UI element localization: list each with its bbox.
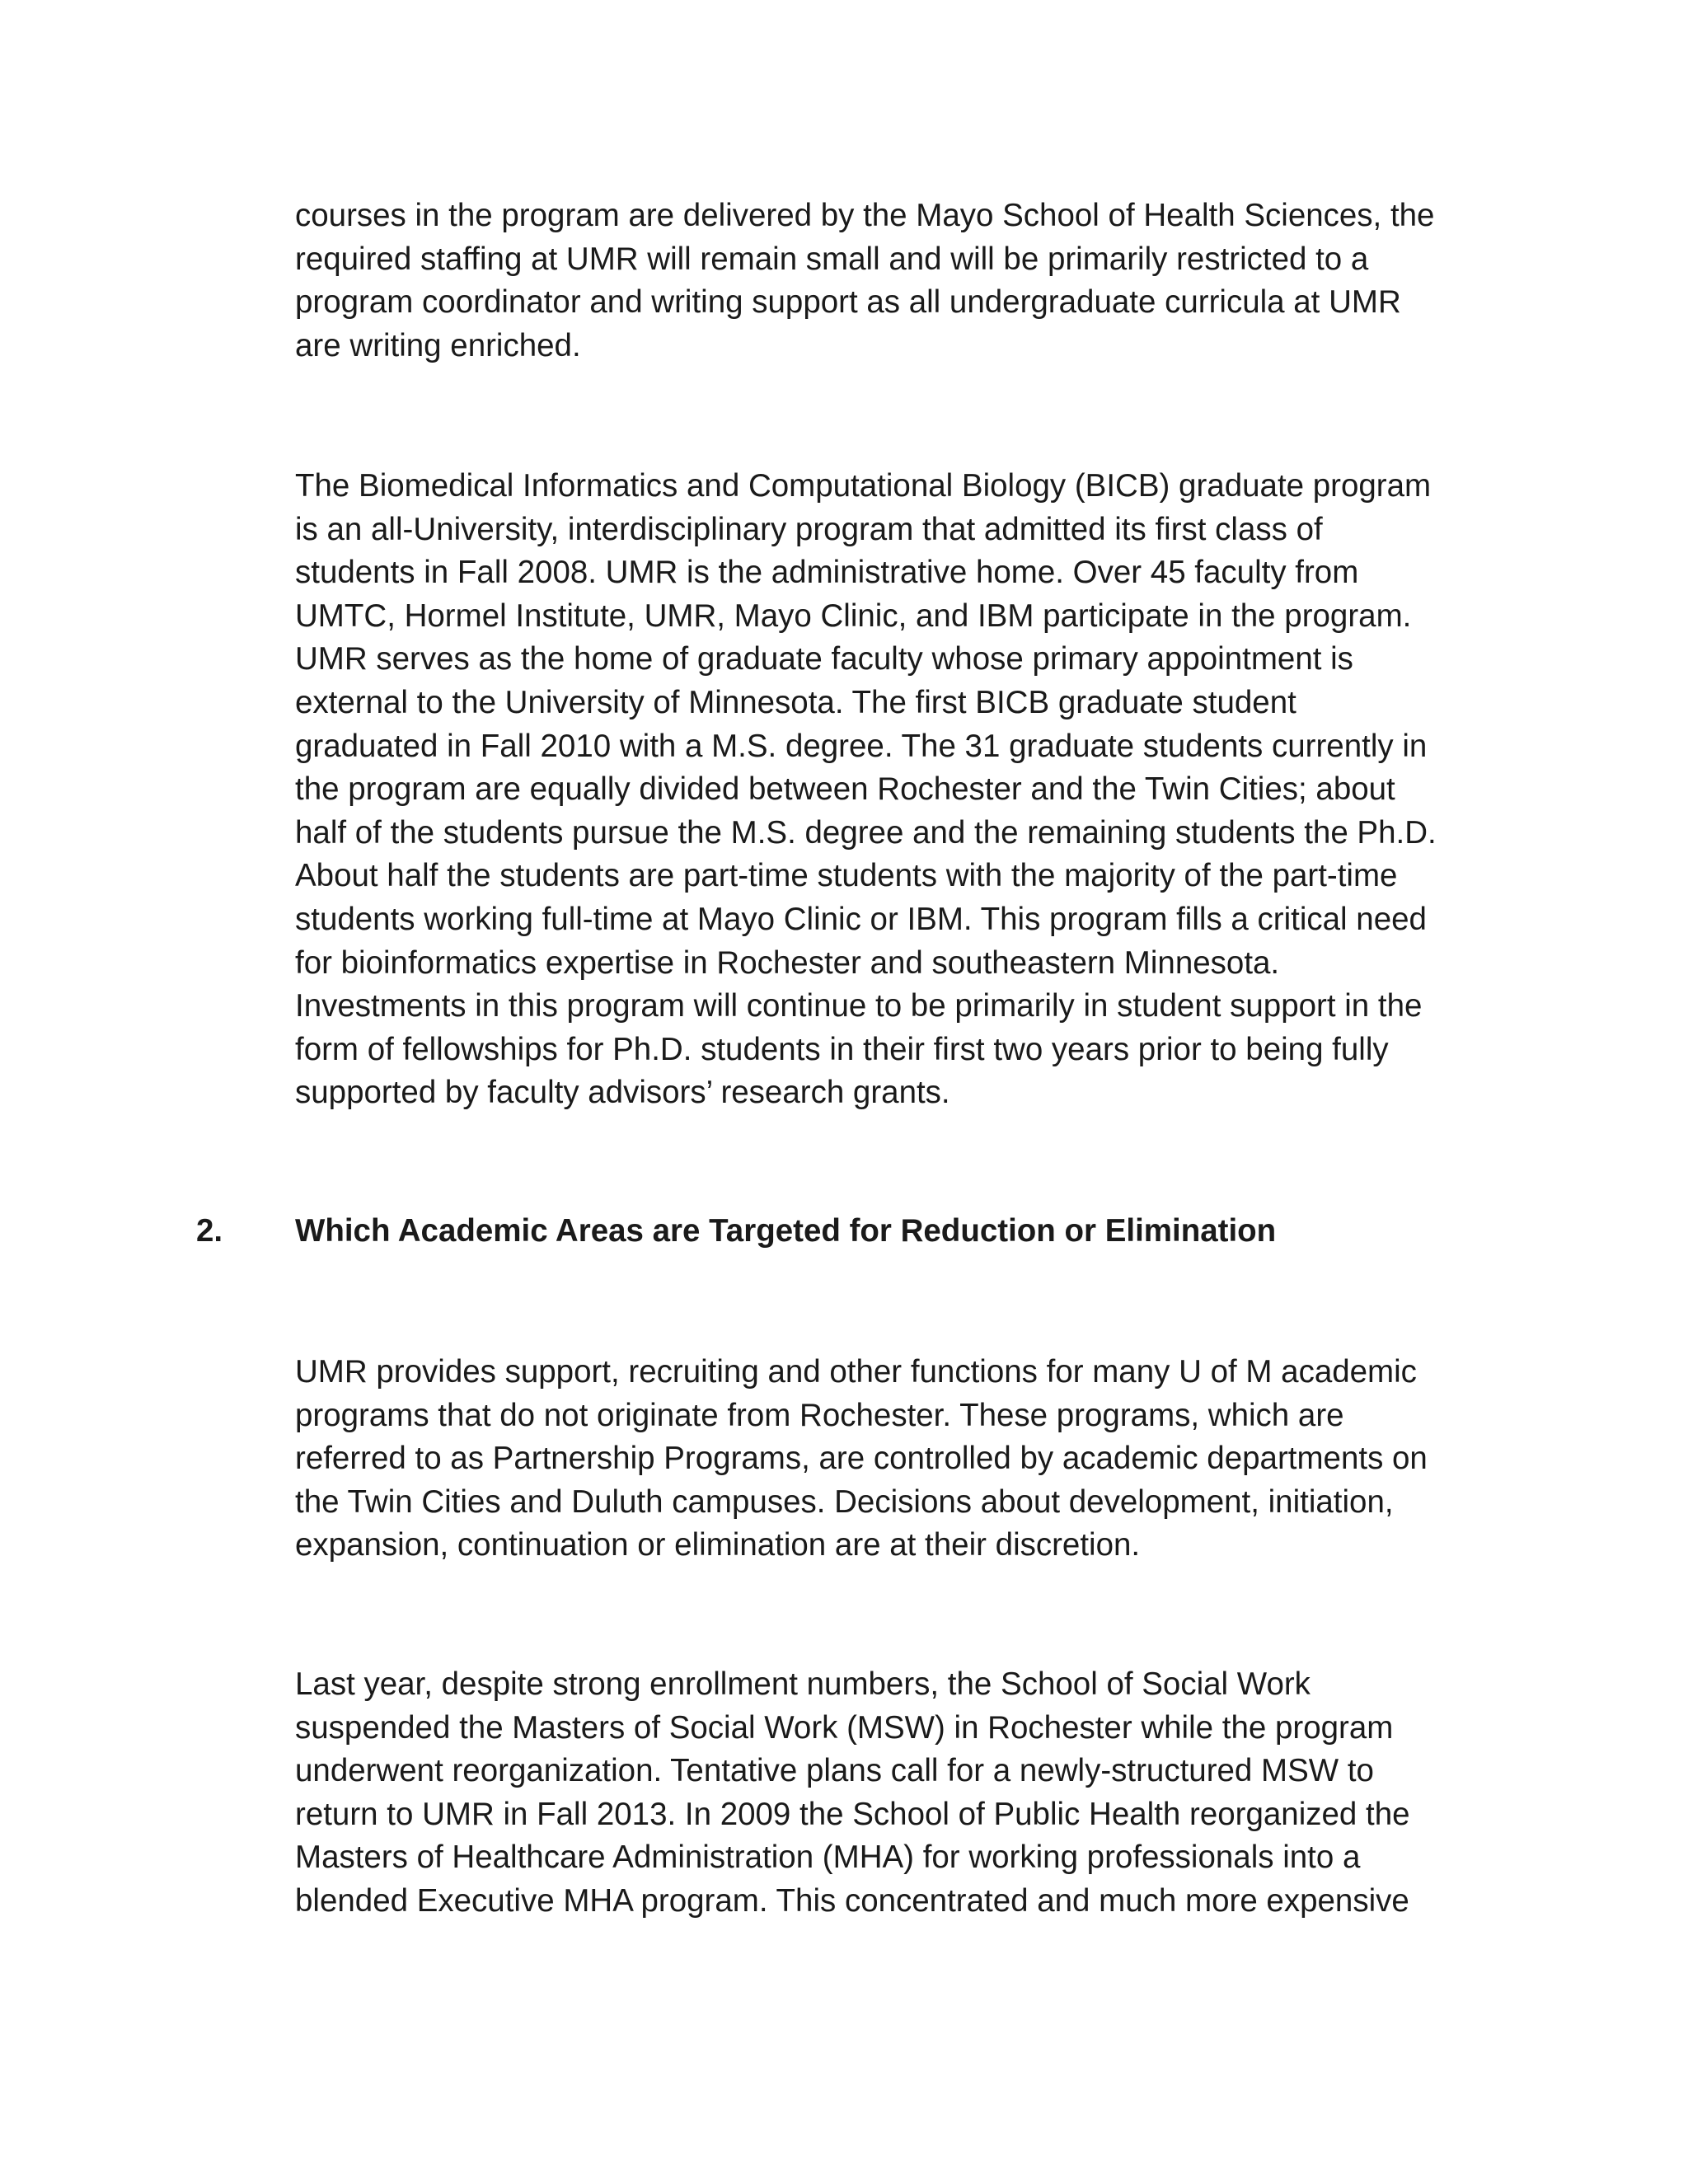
text-line: the Twin Cities and Duluth campuses. Decisions about development, initiation, bbox=[295, 1483, 1394, 1520]
text-line: blended Executive MHA program. This concentrated and much more expensive bbox=[295, 1882, 1409, 1919]
paragraph-msw-mha bbox=[295, 1663, 1498, 1924]
text-line: Investments in this program will continue to be primarily in student support in the bbox=[295, 988, 1423, 1024]
text-line: About half the students are part-time students with the majority of the part-time bbox=[295, 858, 1398, 894]
text-line: UMR serves as the home of graduate faculty whose primary appointment is bbox=[295, 641, 1353, 677]
text-line: graduated in Fall 2010 with a M.S. degree. The 31 graduate students currently in bbox=[295, 728, 1428, 764]
text-line: is an all-University, interdisciplinary program that admitted its first class of bbox=[295, 511, 1323, 547]
text-line: The Biomedical Informatics and Computational Biology (BICB) graduate program bbox=[295, 468, 1432, 504]
text-line: Masters of Healthcare Administration (MHA) for working professionals into a bbox=[295, 1840, 1361, 1876]
text-line: Last year, despite strong enrollment numbers, the School of Social Work bbox=[295, 1666, 1311, 1702]
text-line: required staffing at UMR will remain small and will be primarily restricted to a bbox=[295, 241, 1369, 277]
paragraph-staffing bbox=[295, 194, 1498, 368]
text-line: external to the University of Minnesota. The first BICB graduate student bbox=[295, 684, 1296, 720]
text-line: courses in the program are delivered by the Mayo School of Health Sciences, the bbox=[295, 198, 1435, 233]
text-line: suspended the Masters of Social Work (MSW) in Rochester while the program bbox=[295, 1709, 1394, 1746]
text-line: half of the students pursue the M.S. degree and the remaining students the Ph.D. bbox=[295, 814, 1437, 851]
paragraph-partnership-programs bbox=[295, 1351, 1498, 1568]
paragraph-bicb-program bbox=[295, 465, 1498, 1115]
section-number: 2. bbox=[196, 1213, 223, 1249]
text-line: are writing enriched. bbox=[295, 327, 581, 363]
text-line: referred to as Partnership Programs, are controlled by academic departments on bbox=[295, 1441, 1428, 1477]
text-line: programs that do not originate from Rochester. These programs, which are bbox=[295, 1397, 1344, 1433]
text-line: students in Fall 2008. UMR is the administrative home. Over 45 faculty from bbox=[295, 555, 1359, 591]
text-line: for bioinformatics expertise in Rochester and southeastern Minnesota. bbox=[295, 944, 1280, 981]
text-line: UMR provides support, recruiting and other functions for many U of M academic bbox=[295, 1354, 1417, 1390]
text-line: program coordinator and writing support as all undergraduate curricula at UMR bbox=[295, 284, 1401, 321]
section-heading bbox=[196, 1210, 1515, 1253]
section-title: Which Academic Areas are Targeted for Reduction or Elimination bbox=[295, 1213, 1277, 1249]
text-line: return to UMR in Fall 2013. In 2009 the School of Public Health reorganized the bbox=[295, 1796, 1410, 1832]
text-line: form of fellowships for Ph.D. students in their first two years prior to being fully bbox=[295, 1031, 1389, 1067]
text-line: students working full-time at Mayo Clinic or IBM. This program fills a critical need bbox=[295, 901, 1427, 937]
text-line: expansion, continuation or elimination are at their discretion. bbox=[295, 1527, 1141, 1563]
text-line: supported by faculty advisors’ research grants. bbox=[295, 1075, 950, 1111]
text-line: underwent reorganization. Tentative plans call for a newly-structured MSW to bbox=[295, 1753, 1374, 1789]
text-line: the program are equally divided between Rochester and the Twin Cities; about bbox=[295, 771, 1395, 808]
text-line: UMTC, Hormel Institute, UMR, Mayo Clinic, and IBM participate in the program. bbox=[295, 598, 1412, 634]
